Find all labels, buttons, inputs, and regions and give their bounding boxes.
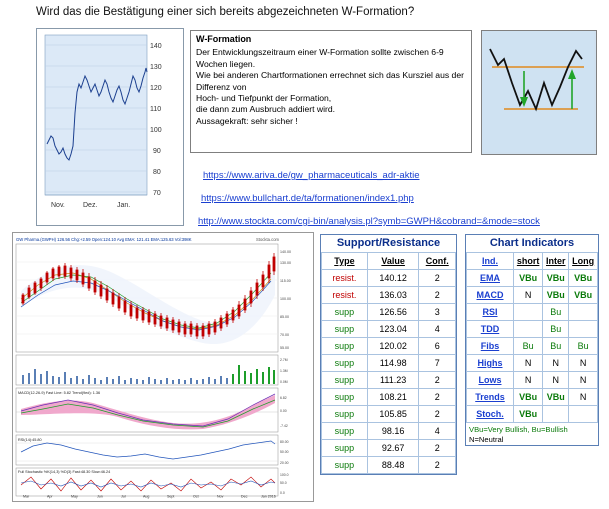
info-line-1: Der Entwicklungszeitraum einer W-Formation sollte zwischen 6-9 Wochen liegen. — [196, 47, 444, 69]
legend-line-1: VBu=Very Bullish, Bu=Bullish — [469, 425, 568, 434]
rsi-label: RSI(14):45.80 — [18, 438, 42, 442]
cell-short — [514, 321, 543, 338]
header-short: short — [514, 253, 543, 270]
svg-text:70.00: 70.00 — [280, 333, 289, 337]
table-row — [467, 270, 598, 287]
svg-text:90: 90 — [153, 148, 161, 155]
svg-text:0.0: 0.0 — [280, 491, 285, 495]
header-ind: Ind. — [467, 253, 514, 270]
table-row — [322, 287, 456, 304]
cell-value: 136.03 — [367, 287, 419, 304]
cell-value: 111.23 — [367, 372, 419, 389]
header-value: Value — [367, 253, 419, 270]
svg-text:140.00: 140.00 — [280, 250, 291, 254]
cell-conf: 2 — [419, 287, 456, 304]
cell-short: VBu — [514, 270, 543, 287]
table-row — [467, 287, 598, 304]
cell-value: 114.98 — [367, 355, 419, 372]
cell-inter: Bu — [543, 338, 569, 355]
legend-line-2: N=Neutral — [469, 434, 504, 444]
cell-inter — [543, 406, 569, 423]
svg-text:Jun: Jun — [97, 494, 103, 499]
cell-value: 108.21 — [367, 389, 419, 406]
top-chart-svg — [37, 29, 181, 223]
svg-text:GW Pharma.(GWPH) 126.56 Chg:+2: GW Pharma.(GWPH) 126.56 Chg:+2.59 Open:124.10 Avg EMA: 121.41 EMA:125.63 Vol:398K — [16, 237, 192, 242]
svg-text:80: 80 — [153, 169, 161, 176]
cell-conf: 4 — [419, 423, 456, 440]
table-header-row — [322, 253, 456, 270]
link-bullchart[interactable]: https://www.bullchart.de/ta/formationen/index1.php — [201, 193, 414, 204]
table-row — [322, 406, 456, 423]
table-row — [322, 355, 456, 372]
cell-type: resist. — [322, 287, 368, 304]
table-row — [322, 321, 456, 338]
cell-long: N — [569, 372, 598, 389]
macd-label: MACD(12-26-9) Fast Line: 5.82 Trend(9ed): 1.36 — [18, 391, 101, 395]
svg-text:100.00: 100.00 — [280, 297, 291, 301]
support-resistance-table — [321, 252, 456, 474]
cell-long: VBu — [569, 270, 598, 287]
cell-long — [569, 321, 598, 338]
cell-long — [569, 406, 598, 423]
table-row — [467, 321, 598, 338]
svg-text:Aug: Aug — [143, 494, 150, 499]
table-row — [467, 389, 598, 406]
cell-inter: Bu — [543, 304, 569, 321]
svg-text:Dec: Dec — [241, 494, 248, 499]
page-title: Wird das die Bestätigung einer sich bereits abgezeichneten W-Formation? — [36, 6, 415, 18]
table-row — [322, 389, 456, 406]
cell-long: N — [569, 389, 598, 406]
table-row — [322, 270, 456, 287]
svg-text:110: 110 — [150, 106, 162, 113]
chart-indicators-table — [466, 252, 598, 423]
cell-value: 140.12 — [367, 270, 419, 287]
info-line-5: Aussagekraft: sehr sicher ! — [196, 115, 298, 126]
cell-type: supp — [322, 389, 368, 406]
cell-value: 105.85 — [367, 406, 419, 423]
svg-text:0.0M: 0.0M — [280, 380, 288, 384]
table-row — [322, 304, 456, 321]
cell-long — [569, 304, 598, 321]
cell-inter: Bu — [543, 321, 569, 338]
svg-text:120: 120 — [150, 85, 162, 92]
table-row — [322, 440, 456, 457]
w-pattern-svg — [482, 31, 594, 152]
svg-text:Sept: Sept — [167, 494, 175, 499]
cell-conf: 2 — [419, 372, 456, 389]
cell-value: 120.02 — [367, 338, 419, 355]
header-type: Type — [322, 253, 368, 270]
info-title: W-Formation — [196, 34, 252, 44]
indicator-legend — [466, 423, 598, 445]
support-resistance-panel — [320, 234, 457, 475]
cell-short: VBu — [514, 406, 543, 423]
info-line-3: Hoch- und Tiefpunkt der Formation, — [196, 93, 332, 104]
cell-indicator[interactable]: Fibs — [467, 338, 514, 355]
cell-indicator[interactable]: TDD — [467, 321, 514, 338]
table-row — [322, 423, 456, 440]
cell-conf: 2 — [419, 389, 456, 406]
cell-value: 126.56 — [367, 304, 419, 321]
cell-conf: 2 — [419, 457, 456, 474]
table-row — [467, 355, 598, 372]
svg-text:0.00: 0.00 — [280, 409, 287, 413]
cell-conf: 7 — [419, 355, 456, 372]
svg-text:80.00: 80.00 — [280, 440, 289, 444]
header-long: Long — [569, 253, 598, 270]
info-line-2: Wie bei anderen Chartformationen errechnet sich das Kursziel aus der Differenz von — [196, 70, 464, 92]
cell-conf: 2 — [419, 440, 456, 457]
svg-text:100.0: 100.0 — [280, 473, 289, 477]
link-stockta[interactable]: http://www.stockta.com/cgi-bin/analysis.pl?symb=GWPH&cobrand=&mode=stock — [198, 216, 540, 227]
stochastic-label: Full Stochastic %K(14,3) %D(3) Fast:48.30 Slow:46.24 — [18, 470, 111, 474]
cell-indicator[interactable]: Stoch. — [467, 406, 514, 423]
cell-inter: VBu — [543, 270, 569, 287]
cell-type: supp — [322, 321, 368, 338]
table-row — [467, 338, 598, 355]
top-price-chart — [36, 28, 184, 226]
cell-short: Bu — [514, 338, 543, 355]
svg-text:May: May — [71, 494, 78, 499]
cell-type: resist. — [322, 270, 368, 287]
header-inter: Inter — [543, 253, 569, 270]
w-formation-info-box — [190, 30, 472, 153]
svg-text:6.82: 6.82 — [280, 396, 287, 400]
svg-text:Jan 2016: Jan 2016 — [261, 494, 276, 499]
cell-value: 92.67 — [367, 440, 419, 457]
svg-text:Stockta.com: Stockta.com — [256, 237, 280, 242]
svg-text:1.3M: 1.3M — [280, 369, 288, 373]
svg-text:Apr: Apr — [47, 494, 53, 499]
cell-indicator[interactable]: Lows — [467, 372, 514, 389]
cell-indicator[interactable]: EMA — [467, 270, 514, 287]
svg-text:Oct: Oct — [193, 494, 199, 499]
svg-text:Jul: Jul — [121, 494, 126, 499]
svg-text:70: 70 — [153, 190, 161, 197]
link-ariva[interactable]: https://www.ariva.de/gw_pharmaceuticals_adr-aktie — [203, 170, 420, 181]
cell-conf: 2 — [419, 406, 456, 423]
svg-text:Jan.: Jan. — [117, 202, 131, 209]
svg-text:-7.42: -7.42 — [280, 424, 288, 428]
support-resistance-title: Support/Resistance — [336, 237, 441, 249]
svg-text:Mar: Mar — [23, 494, 30, 499]
table-row — [467, 406, 598, 423]
table-row — [467, 372, 598, 389]
cell-type: supp — [322, 440, 368, 457]
table-row — [467, 304, 598, 321]
svg-text:2.7M: 2.7M — [280, 358, 288, 362]
svg-text:140: 140 — [150, 43, 162, 50]
svg-text:100: 100 — [150, 127, 162, 134]
table-row — [322, 338, 456, 355]
cell-inter: VBu — [543, 389, 569, 406]
cell-long: N — [569, 355, 598, 372]
cell-value: 98.16 — [367, 423, 419, 440]
chart-indicators-title: Chart Indicators — [489, 237, 575, 249]
svg-text:20.00: 20.00 — [280, 461, 289, 465]
cell-type: supp — [322, 304, 368, 321]
cell-value: 88.48 — [367, 457, 419, 474]
svg-text:130.00: 130.00 — [280, 261, 291, 265]
cell-conf: 2 — [419, 270, 456, 287]
cell-type: supp — [322, 338, 368, 355]
cell-type: supp — [322, 355, 368, 372]
cell-long: Bu — [569, 338, 598, 355]
cell-inter: N — [543, 372, 569, 389]
technical-analysis-chart — [12, 232, 314, 502]
cell-short: N — [514, 372, 543, 389]
svg-text:Nov: Nov — [217, 494, 224, 499]
cell-long: VBu — [569, 287, 598, 304]
cell-indicator[interactable]: Highs — [467, 355, 514, 372]
cell-indicator[interactable]: RSI — [467, 304, 514, 321]
cell-type: supp — [322, 372, 368, 389]
svg-text:55.00: 55.00 — [280, 346, 289, 350]
table-header-row — [467, 253, 598, 270]
technical-chart-svg — [13, 233, 311, 499]
cell-value: 123.04 — [367, 321, 419, 338]
cell-conf: 6 — [419, 338, 456, 355]
table-row — [322, 372, 456, 389]
cell-conf: 3 — [419, 304, 456, 321]
cell-type: supp — [322, 406, 368, 423]
header-conf: Conf. — [419, 253, 456, 270]
table-row — [322, 457, 456, 474]
w-formation-diagram — [481, 30, 597, 155]
svg-text:Nov.: Nov. — [51, 202, 65, 209]
cell-type: supp — [322, 423, 368, 440]
cell-inter: N — [543, 355, 569, 372]
cell-conf: 4 — [419, 321, 456, 338]
svg-text:115.00: 115.00 — [280, 279, 291, 283]
chart-indicators-panel — [465, 234, 599, 446]
cell-indicator[interactable]: MACD — [467, 287, 514, 304]
svg-text:50.00: 50.00 — [280, 450, 289, 454]
svg-text:50.0: 50.0 — [280, 481, 287, 485]
cell-type: supp — [322, 457, 368, 474]
cell-short — [514, 304, 543, 321]
cell-short: VBu — [514, 389, 543, 406]
cell-short: N — [514, 287, 543, 304]
cell-inter: VBu — [543, 287, 569, 304]
svg-text:85.00: 85.00 — [280, 315, 289, 319]
svg-text:130: 130 — [150, 64, 162, 71]
cell-short: N — [514, 355, 543, 372]
info-line-4: die dann zum Ausbruch addiert wird. — [196, 104, 336, 115]
cell-indicator[interactable]: Trends — [467, 389, 514, 406]
svg-text:Dez.: Dez. — [83, 202, 98, 209]
